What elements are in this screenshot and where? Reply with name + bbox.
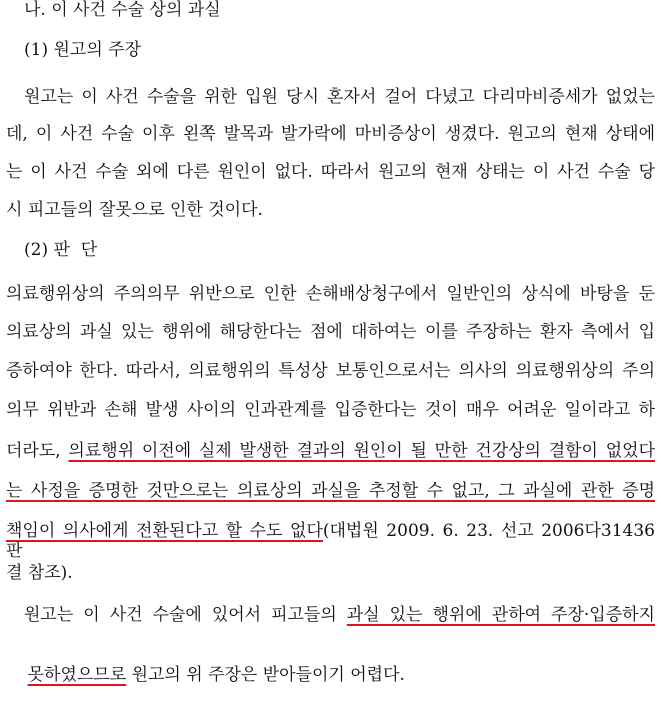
conclusion-line-2 (6, 645, 405, 705)
conclusion-plain-2: 원고의 위 주장은 받아들이기 어렵다. (126, 665, 405, 685)
case-citation: (대법원 2009. 6. 23. 선고 2006다31436 판 (6, 521, 655, 561)
claim-line-2: 데, 이 사건 수술 이후 왼쪽 발목과 발가락에 마비증상이 생겼다. 원고의 현재 상태에 (6, 124, 655, 144)
claim-line-3: 는 이 사건 수술 외에 다른 원인이 없다. 따라서 원고의 현재 상태는 이 사건 수술 당 (6, 162, 655, 182)
judgment-line-7 (6, 521, 655, 561)
section-heading: 나. 이 사건 수술 상의 과실 (24, 0, 221, 20)
underlined-holding-part-2: 는 사정을 증명한 것만으로는 의료상의 과실을 추정할 수 없고, 그 과실에 관한 증명 (6, 481, 655, 501)
judgment-line-2: 의료상의 과실 있는 행위에 해당한다는 점에 대하여는 이를 주장하는 환자 측에서 입 (6, 322, 655, 342)
underlined-holding-part-3: 책임이 의사에게 전환된다고 할 수도 없다 (6, 521, 323, 541)
conclusion-line-1 (24, 605, 655, 625)
claim-line-1: 원고는 이 사건 수술을 위한 입원 당시 혼자서 걸어 다녔고 다리마비증세가 없었는 (24, 87, 655, 107)
judgment-line-3: 증하여야 한다. 따라서, 의료행위의 특성상 보통인으로서는 의사의 의료행위상의 주의 (6, 361, 655, 381)
judgment-line-4: 의무 위반과 손해 발생 사이의 인과관계를 입증한다는 것이 매우 어려운 일이라고 하 (6, 400, 655, 420)
judgment-line-5-plain: 더라도, (6, 441, 69, 461)
conclusion-plain-1: 원고는 이 사건 수술에 있어서 피고들의 (24, 605, 347, 625)
underlined-holding-part-1: 의료행위 이전에 실제 발생한 결과의 원인이 될 만한 건강상의 결함이 없었다 (68, 441, 655, 461)
subheading-judgment: (2) 판 단 (24, 240, 98, 260)
judgment-line-5 (6, 441, 655, 461)
subheading-plaintiff-claim: (1) 원고의 주장 (24, 40, 141, 60)
claim-line-4: 시 피고들의 잘못으로 인한 것이다. (6, 200, 263, 220)
judgment-line-8: 결 참조). (6, 563, 73, 583)
underlined-conclusion-part-2: 못하였으므로 (27, 665, 127, 685)
judgment-line-1: 의료행위상의 주의의무 위반으로 인한 손해배상청구에서 일반인의 상식에 바탕을 둔 (6, 284, 655, 304)
underlined-conclusion-part-1: 과실 있는 행위에 관하여 주장·입증하지 (346, 605, 655, 625)
